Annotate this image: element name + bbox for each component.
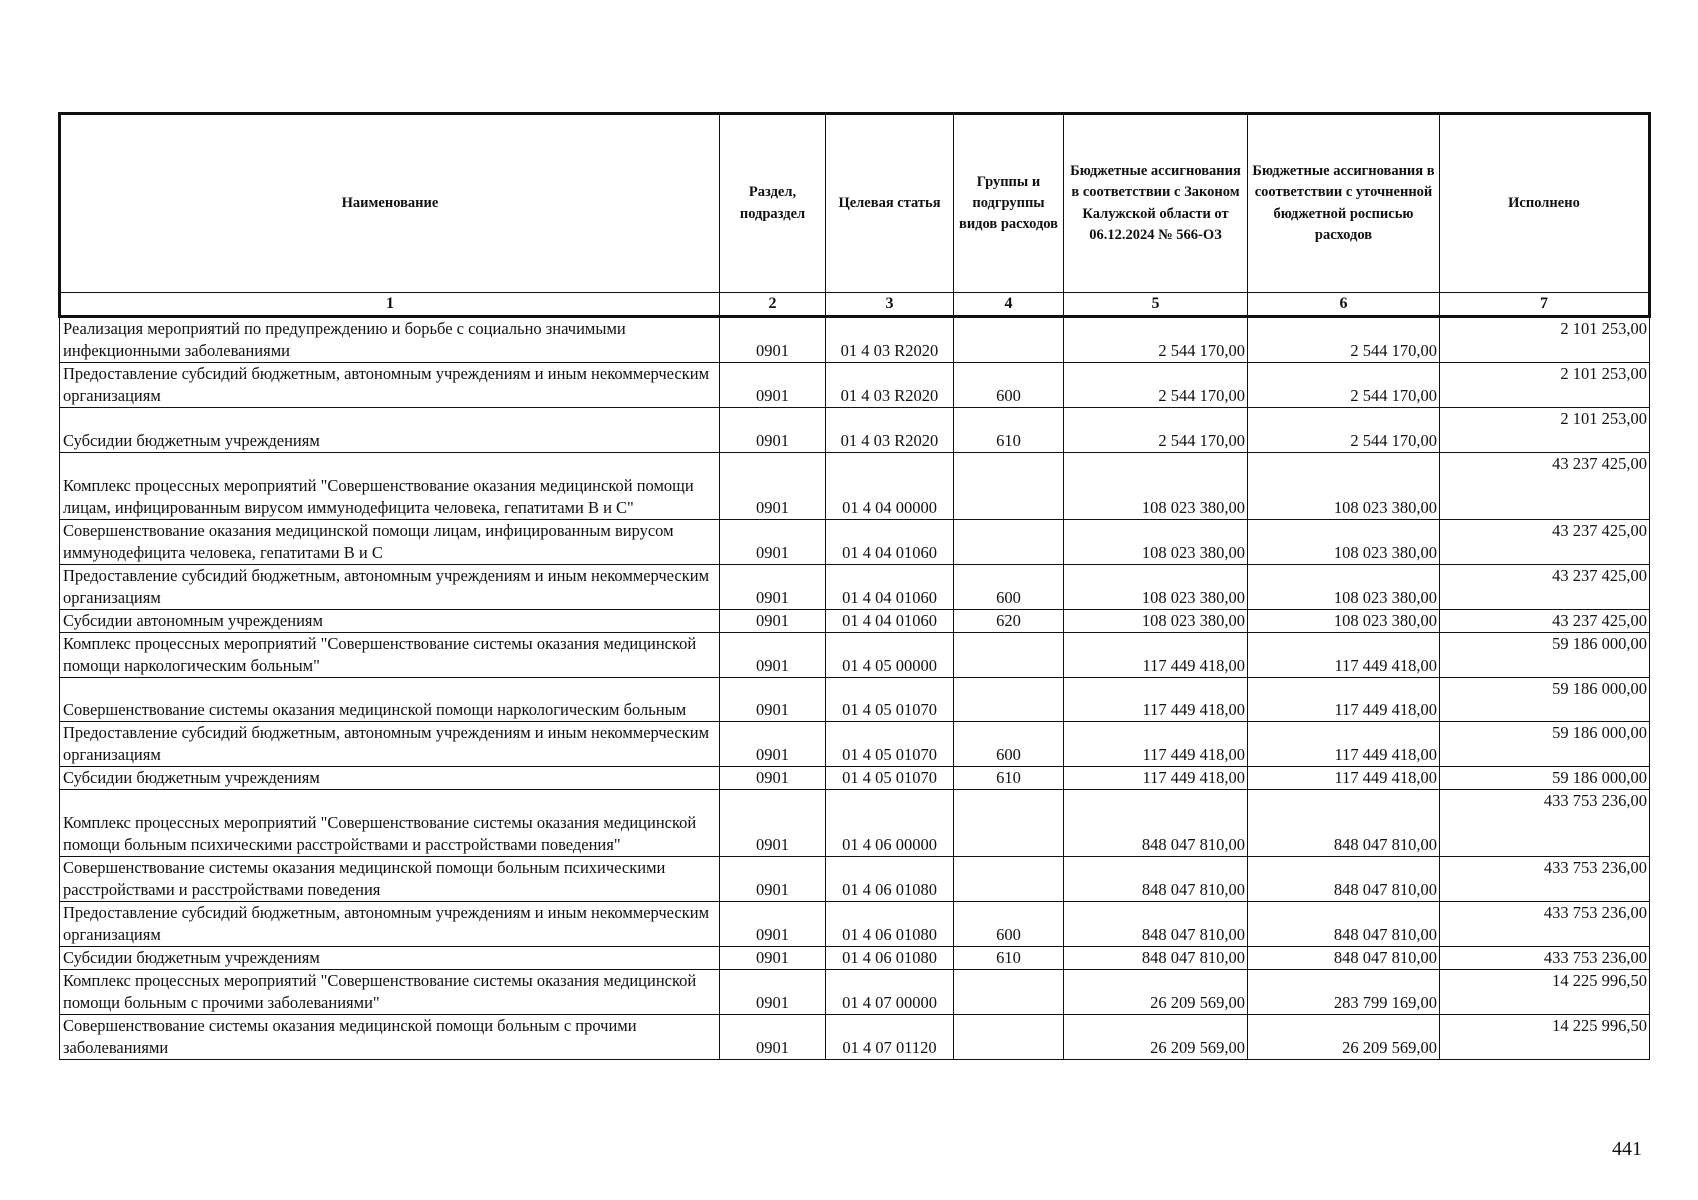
row-target-article: 01 4 03 R2020 <box>826 363 954 408</box>
budget-table <box>58 112 1651 1060</box>
table-row <box>60 565 1650 610</box>
row-law-amount: 108 023 380,00 <box>1064 453 1248 520</box>
row-refined-amount: 2 544 170,00 <box>1248 408 1440 453</box>
row-expense-group <box>954 633 1064 678</box>
row-expense-group: 600 <box>954 902 1064 947</box>
page-number: 441 <box>1612 1138 1642 1160</box>
row-target-article: 01 4 03 R2020 <box>826 408 954 453</box>
column-number: 3 <box>826 293 954 317</box>
table-row <box>60 317 1650 363</box>
row-section: 0901 <box>720 947 826 970</box>
row-law-amount: 108 023 380,00 <box>1064 610 1248 633</box>
row-name: Совершенствование оказания медицинской помощи лицам, инфицированным вирусом иммунодефицита человека, гепатитами В и С <box>60 520 720 565</box>
row-refined-amount: 848 047 810,00 <box>1248 857 1440 902</box>
table-row <box>60 857 1650 902</box>
row-target-article: 01 4 04 01060 <box>826 610 954 633</box>
row-expense-group <box>954 678 1064 722</box>
row-target-article: 01 4 05 01070 <box>826 678 954 722</box>
row-expense-group: 610 <box>954 947 1064 970</box>
row-executed-amount: 433 753 236,00 <box>1440 947 1650 970</box>
table-row <box>60 678 1650 722</box>
row-section: 0901 <box>720 722 826 767</box>
table-row <box>60 633 1650 678</box>
table-row <box>60 902 1650 947</box>
row-refined-amount: 2 544 170,00 <box>1248 317 1440 363</box>
table-row <box>60 767 1650 790</box>
row-section: 0901 <box>720 610 826 633</box>
table-row <box>60 722 1650 767</box>
row-name: Предоставление субсидий бюджетным, автономным учреждениям и иным некоммерческим организациям <box>60 722 720 767</box>
row-executed-amount: 43 237 425,00 <box>1440 453 1650 520</box>
row-section: 0901 <box>720 317 826 363</box>
row-expense-group: 610 <box>954 408 1064 453</box>
row-section: 0901 <box>720 520 826 565</box>
row-target-article: 01 4 07 00000 <box>826 970 954 1015</box>
row-refined-amount: 108 023 380,00 <box>1248 453 1440 520</box>
row-name: Субсидии автономным учреждениям <box>60 610 720 633</box>
row-expense-group <box>954 317 1064 363</box>
row-refined-amount: 117 449 418,00 <box>1248 767 1440 790</box>
row-executed-amount: 2 101 253,00 <box>1440 317 1650 363</box>
row-name: Реализация мероприятий по предупреждению и борьбе с социально значимыми инфекционными заболеваниями <box>60 317 720 363</box>
row-target-article: 01 4 06 01080 <box>826 902 954 947</box>
row-executed-amount: 43 237 425,00 <box>1440 565 1650 610</box>
row-law-amount: 2 544 170,00 <box>1064 363 1248 408</box>
row-executed-amount: 43 237 425,00 <box>1440 520 1650 565</box>
row-expense-group: 610 <box>954 767 1064 790</box>
row-expense-group: 600 <box>954 722 1064 767</box>
row-refined-amount: 283 799 169,00 <box>1248 970 1440 1015</box>
row-executed-amount: 14 225 996,50 <box>1440 1015 1650 1060</box>
row-expense-group <box>954 970 1064 1015</box>
row-section: 0901 <box>720 678 826 722</box>
row-section: 0901 <box>720 565 826 610</box>
row-law-amount: 848 047 810,00 <box>1064 790 1248 857</box>
row-target-article: 01 4 06 01080 <box>826 947 954 970</box>
table-row <box>60 947 1650 970</box>
table-row <box>60 453 1650 520</box>
header-refined-appropriations: Бюджетные ассигнования в соответствии с уточненной бюджетной росписью расходов <box>1248 114 1440 293</box>
header-name: Наименование <box>60 114 720 293</box>
row-target-article: 01 4 03 R2020 <box>826 317 954 363</box>
row-target-article: 01 4 05 00000 <box>826 633 954 678</box>
row-executed-amount: 59 186 000,00 <box>1440 633 1650 678</box>
row-name: Комплекс процессных мероприятий "Совершенствование системы оказания медицинской помощи больным психическими расстройствами и расстройствами поведения" <box>60 790 720 857</box>
row-name: Предоставление субсидий бюджетным, автономным учреждениям и иным некоммерческим организациям <box>60 902 720 947</box>
table-body <box>60 317 1650 1060</box>
row-executed-amount: 433 753 236,00 <box>1440 790 1650 857</box>
row-executed-amount: 14 225 996,50 <box>1440 970 1650 1015</box>
header-law-appropriations: Бюджетные ассигнования в соответствии с Законом Калужской области от 06.12.2024 № 566-ОЗ <box>1064 114 1248 293</box>
row-refined-amount: 2 544 170,00 <box>1248 363 1440 408</box>
row-refined-amount: 117 449 418,00 <box>1248 678 1440 722</box>
row-name: Предоставление субсидий бюджетным, автономным учреждениям и иным некоммерческим организациям <box>60 565 720 610</box>
budget-document <box>58 112 1648 1060</box>
row-refined-amount: 108 023 380,00 <box>1248 520 1440 565</box>
row-law-amount: 848 047 810,00 <box>1064 902 1248 947</box>
column-number: 6 <box>1248 293 1440 317</box>
row-law-amount: 848 047 810,00 <box>1064 947 1248 970</box>
row-law-amount: 108 023 380,00 <box>1064 520 1248 565</box>
row-executed-amount: 59 186 000,00 <box>1440 678 1650 722</box>
row-refined-amount: 848 047 810,00 <box>1248 790 1440 857</box>
row-target-article: 01 4 04 01060 <box>826 520 954 565</box>
row-law-amount: 108 023 380,00 <box>1064 565 1248 610</box>
row-expense-group <box>954 520 1064 565</box>
table-row <box>60 520 1650 565</box>
row-expense-group: 600 <box>954 565 1064 610</box>
row-refined-amount: 26 209 569,00 <box>1248 1015 1440 1060</box>
row-name: Совершенствование системы оказания медицинской помощи наркологическим больным <box>60 678 720 722</box>
row-law-amount: 26 209 569,00 <box>1064 1015 1248 1060</box>
column-number: 4 <box>954 293 1064 317</box>
row-refined-amount: 848 047 810,00 <box>1248 947 1440 970</box>
column-number: 5 <box>1064 293 1248 317</box>
table-row <box>60 1015 1650 1060</box>
header-target-article: Целевая статья <box>826 114 954 293</box>
row-name: Комплекс процессных мероприятий "Совершенствование системы оказания медицинской помощи больным с прочими заболеваниями" <box>60 970 720 1015</box>
row-executed-amount: 433 753 236,00 <box>1440 857 1650 902</box>
row-target-article: 01 4 05 01070 <box>826 722 954 767</box>
row-section: 0901 <box>720 363 826 408</box>
row-section: 0901 <box>720 633 826 678</box>
row-expense-group <box>954 857 1064 902</box>
row-law-amount: 117 449 418,00 <box>1064 678 1248 722</box>
row-section: 0901 <box>720 970 826 1015</box>
row-executed-amount: 2 101 253,00 <box>1440 408 1650 453</box>
table-row <box>60 408 1650 453</box>
header-row <box>60 114 1650 293</box>
row-refined-amount: 108 023 380,00 <box>1248 565 1440 610</box>
table-row <box>60 790 1650 857</box>
row-law-amount: 117 449 418,00 <box>1064 767 1248 790</box>
row-executed-amount: 59 186 000,00 <box>1440 722 1650 767</box>
row-name: Субсидии бюджетным учреждениям <box>60 947 720 970</box>
row-refined-amount: 117 449 418,00 <box>1248 722 1440 767</box>
column-number-row <box>60 293 1650 317</box>
header-section: Раздел, подраздел <box>720 114 826 293</box>
row-name: Субсидии бюджетным учреждениям <box>60 408 720 453</box>
row-executed-amount: 433 753 236,00 <box>1440 902 1650 947</box>
row-expense-group <box>954 453 1064 520</box>
row-refined-amount: 848 047 810,00 <box>1248 902 1440 947</box>
row-name: Субсидии бюджетным учреждениям <box>60 767 720 790</box>
row-section: 0901 <box>720 902 826 947</box>
row-name: Совершенствование системы оказания медицинской помощи больным психическими расстройствами и расстройствами поведения <box>60 857 720 902</box>
row-target-article: 01 4 04 01060 <box>826 565 954 610</box>
row-target-article: 01 4 04 00000 <box>826 453 954 520</box>
row-executed-amount: 43 237 425,00 <box>1440 610 1650 633</box>
row-refined-amount: 108 023 380,00 <box>1248 610 1440 633</box>
row-section: 0901 <box>720 790 826 857</box>
row-law-amount: 117 449 418,00 <box>1064 722 1248 767</box>
row-target-article: 01 4 06 01080 <box>826 857 954 902</box>
row-law-amount: 117 449 418,00 <box>1064 633 1248 678</box>
column-number: 1 <box>60 293 720 317</box>
row-name: Совершенствование системы оказания медицинской помощи больным с прочими заболеваниями <box>60 1015 720 1060</box>
row-law-amount: 26 209 569,00 <box>1064 970 1248 1015</box>
header-expense-group: Группы и подгруппы видов расходов <box>954 114 1064 293</box>
header-executed: Исполнено <box>1440 114 1650 293</box>
row-section: 0901 <box>720 453 826 520</box>
table-row <box>60 970 1650 1015</box>
row-name: Комплекс процессных мероприятий "Совершенствование системы оказания медицинской помощи наркологическим больным" <box>60 633 720 678</box>
row-name: Комплекс процессных мероприятий "Совершенствование оказания медицинской помощи лицам, инфицированным вирусом иммунодефицита человека, гепатитами В и С" <box>60 453 720 520</box>
row-expense-group <box>954 790 1064 857</box>
row-law-amount: 848 047 810,00 <box>1064 857 1248 902</box>
column-number: 7 <box>1440 293 1650 317</box>
row-executed-amount: 59 186 000,00 <box>1440 767 1650 790</box>
table-row <box>60 610 1650 633</box>
row-section: 0901 <box>720 767 826 790</box>
row-section: 0901 <box>720 1015 826 1060</box>
row-target-article: 01 4 07 01120 <box>826 1015 954 1060</box>
row-expense-group: 600 <box>954 363 1064 408</box>
row-target-article: 01 4 05 01070 <box>826 767 954 790</box>
row-name: Предоставление субсидий бюджетным, автономным учреждениям и иным некоммерческим организациям <box>60 363 720 408</box>
table-row <box>60 363 1650 408</box>
row-law-amount: 2 544 170,00 <box>1064 317 1248 363</box>
row-expense-group <box>954 1015 1064 1060</box>
row-target-article: 01 4 06 00000 <box>826 790 954 857</box>
row-refined-amount: 117 449 418,00 <box>1248 633 1440 678</box>
row-section: 0901 <box>720 857 826 902</box>
row-executed-amount: 2 101 253,00 <box>1440 363 1650 408</box>
column-number: 2 <box>720 293 826 317</box>
row-expense-group: 620 <box>954 610 1064 633</box>
row-section: 0901 <box>720 408 826 453</box>
row-law-amount: 2 544 170,00 <box>1064 408 1248 453</box>
